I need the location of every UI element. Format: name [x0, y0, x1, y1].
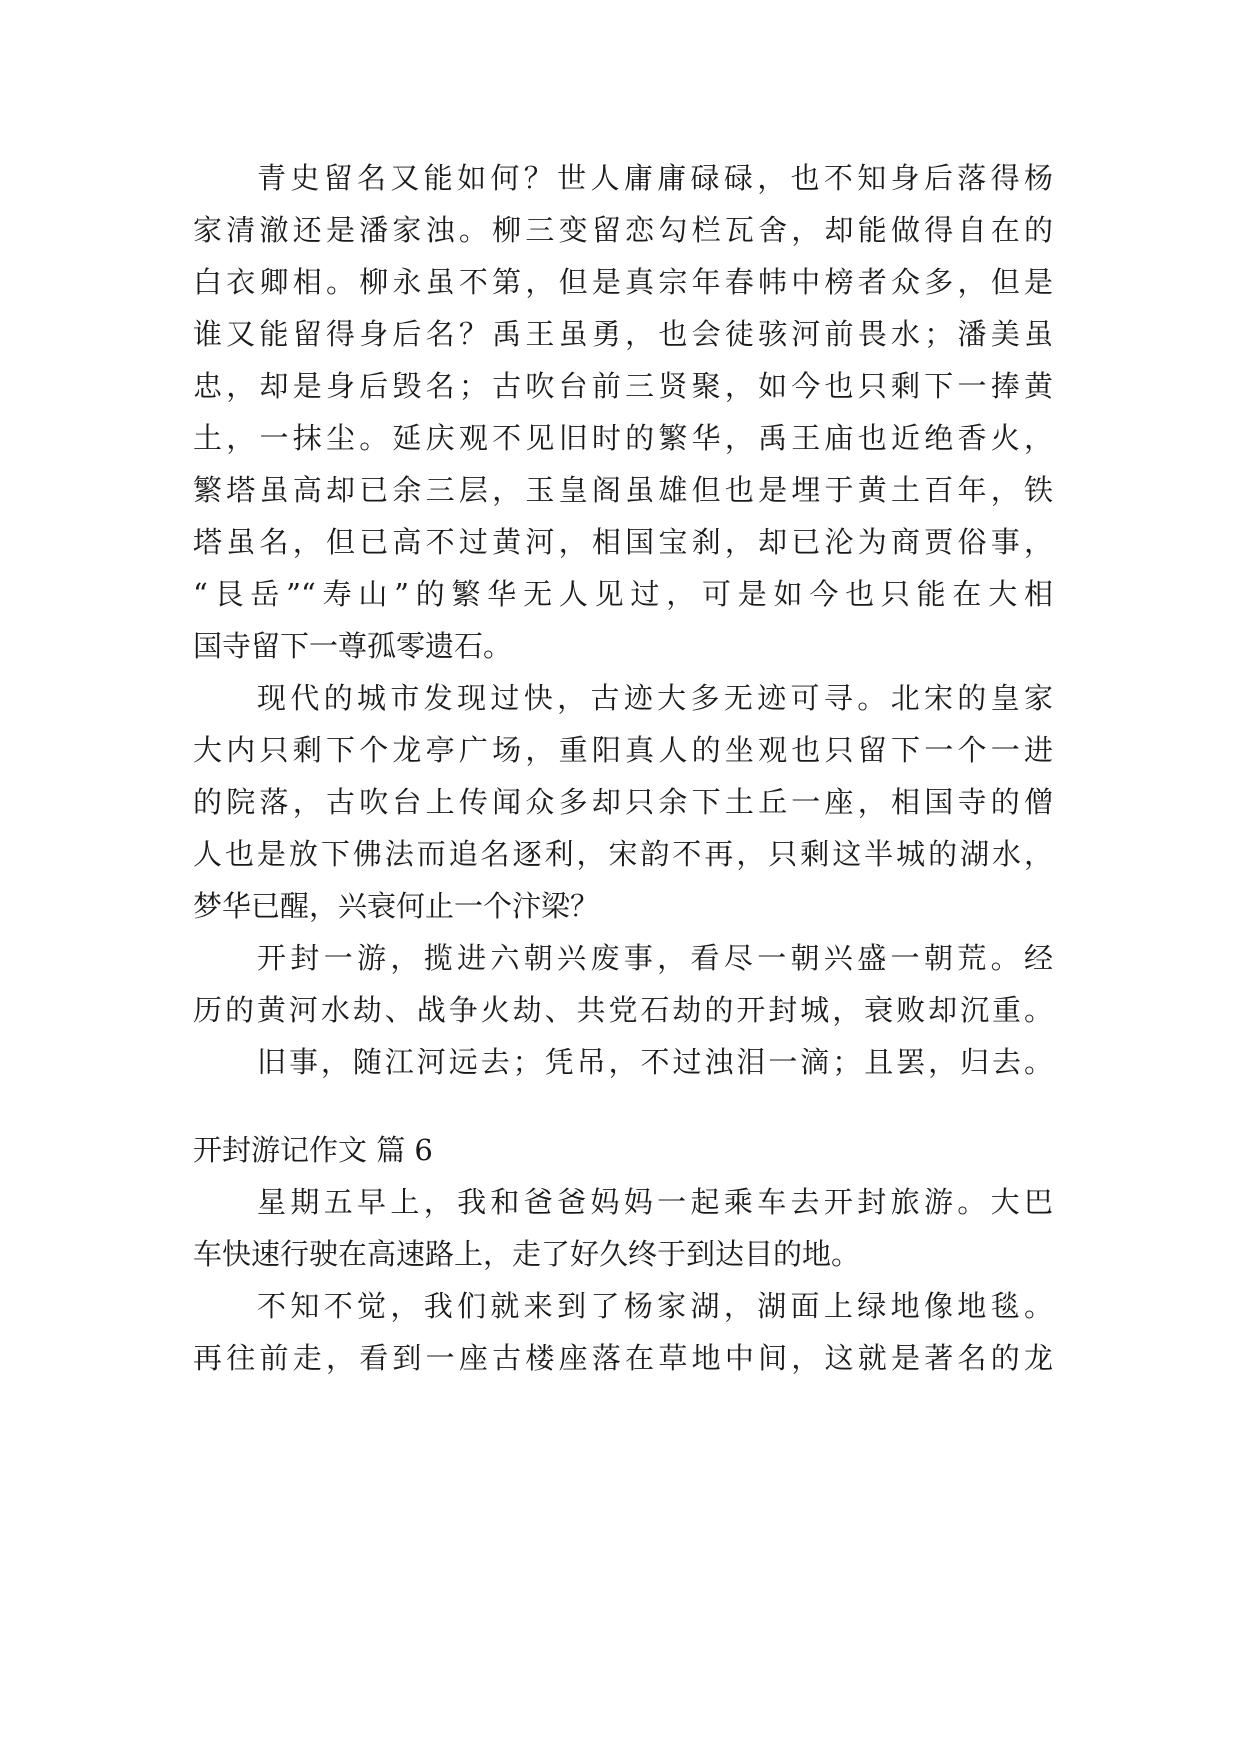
text-line: 旧事，随江河远去；凭吊，不过浊泪一滴；且罢，归去。: [257, 1045, 1053, 1079]
text-line: 青史留名又能如何？世人庸庸碌碌，也不知身后落得杨: [257, 161, 1053, 195]
text-line: “艮岳”“寿山”的繁华无人见过，可是如今也只能在大相: [193, 577, 1053, 611]
text-line: 土，一抹尘。延庆观不见旧时的繁华，禹王庙也近绝香火，: [193, 421, 1053, 455]
text-line: 忠，却是身后毁名；古吹台前三贤聚，如今也只剩下一捧黄: [193, 369, 1053, 403]
text-line: 白衣卿相。柳永虽不第，但是真宗年春帏中榜者众多，但是: [193, 265, 1053, 299]
text-line: 家清澈还是潘家浊。柳三变留恋勾栏瓦舍，却能做得自在的: [193, 213, 1053, 247]
text-line: 不知不觉，我们就来到了杨家湖，湖面上绿地像地毯。: [257, 1289, 1053, 1323]
text-line: 梦华已醒，兴衰何止一个汴梁？: [193, 889, 600, 923]
text-line: 车快速行驶在高速路上，走了好久终于到达目的地。: [193, 1237, 861, 1271]
text-line: 国寺留下一尊孤零遗石。: [193, 629, 513, 663]
text-line: 大内只剩下个龙亭广场，重阳真人的坐观也只留下一个一进: [193, 733, 1053, 767]
text-line: 的院落，古吹台上传闻众多却只余下土丘一座，相国寺的僧: [193, 785, 1053, 819]
text-line: 谁又能留得身后名？禹王虽勇，也会徒骇河前畏水；潘美虽: [193, 317, 1053, 351]
text-line: 再往前走，看到一座古楼座落在草地中间，这就是著名的龙: [193, 1341, 1053, 1375]
text-line: 现代的城市发现过快，古迹大多无迹可寻。北宋的皇家: [257, 681, 1053, 715]
text-line: 开封一游，揽进六朝兴废事，看尽一朝兴盛一朝荒。经: [257, 941, 1053, 975]
text-line: 人也是放下佛法而追名逐利，宋韵不再，只剩这半城的湖水，: [193, 837, 1053, 871]
text-line: 星期五早上，我和爸爸妈妈一起乘车去开封旅游。大巴: [257, 1185, 1053, 1219]
text-line: 历的黄河水劫、战争火劫、共党石劫的开封城，衰败却沉重。: [193, 993, 1053, 1027]
text-line: 繁塔虽高却已余三层，玉皇阁虽雄但也是埋于黄土百年，铁: [193, 473, 1053, 507]
text-line: 塔虽名，但已高不过黄河，相国宝刹，却已沦为商贾俗事，: [193, 525, 1053, 559]
section-heading: 开封游记作文 篇 6: [193, 1133, 433, 1167]
